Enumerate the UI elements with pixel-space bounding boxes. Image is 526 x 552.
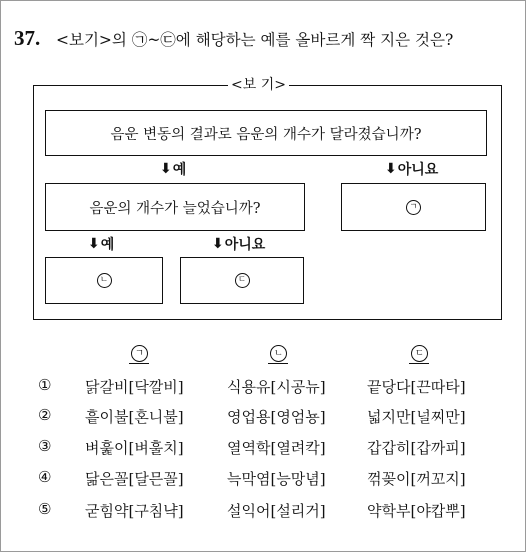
second-question-box <box>45 183 305 231</box>
answer-box-b <box>45 257 163 304</box>
option-2-a: 흩이불[혼니불] <box>85 408 184 426</box>
second-question-text: 음운의 개수가 늘었습니까? <box>89 200 261 217</box>
down-arrow-icon: ⬇ <box>88 236 100 252</box>
arrow-no-2 <box>212 234 265 254</box>
column-a-circle: ㄱ <box>131 345 148 362</box>
arrow-yes-1-label: 예 <box>172 162 187 178</box>
down-arrow-icon: ⬇ <box>160 161 172 177</box>
option-1-c: 끝당다[끈따타] <box>367 378 466 396</box>
option-3-c: 갑갑히[갑까피] <box>367 439 466 457</box>
option-4-a: 닮은꼴[달믄꼴] <box>85 470 184 488</box>
top-question-text: 음운 변동의 결과로 음운의 개수가 달라졌습니까? <box>110 126 422 143</box>
option-1-a: 닭갈비[닥깔비] <box>85 378 184 396</box>
column-c-underline <box>409 363 429 364</box>
label-b-circle: ㄴ <box>97 273 112 288</box>
option-4-number[interactable]: ④ <box>38 468 52 486</box>
question-text: <보기>의 ㉠~㉢에 해당하는 예를 올바르게 짝 지은 것은? <box>56 31 454 49</box>
label-c-circle: ㄷ <box>235 273 250 288</box>
arrow-no-1 <box>385 159 438 179</box>
column-b-circle: ㄴ <box>270 345 287 362</box>
option-1-b: 식용유[시공뉴] <box>227 378 326 396</box>
answer-box-a <box>341 183 486 231</box>
question-number: 37. <box>14 26 41 50</box>
option-1-number[interactable]: ① <box>38 376 52 394</box>
column-b-underline <box>268 363 288 364</box>
column-a-underline <box>129 363 149 364</box>
option-5-a: 굳힘약[구침냑] <box>85 502 184 520</box>
option-2-c: 넓지만[널찌만] <box>367 408 466 426</box>
column-c-circle: ㄷ <box>411 345 428 362</box>
option-4-b: 늑막염[능망념] <box>227 470 326 488</box>
column-head-b <box>270 343 287 362</box>
option-3-b: 열역학[열려칵] <box>227 439 326 457</box>
arrow-no-2-label: 아니요 <box>224 237 266 253</box>
label-a-circle: ㄱ <box>406 200 421 215</box>
column-head-c <box>411 343 428 362</box>
option-2-number[interactable]: ② <box>38 406 52 424</box>
option-5-c: 약학부[야캅뿌] <box>367 502 466 520</box>
answer-box-c <box>180 257 304 304</box>
arrow-yes-1 <box>160 159 186 179</box>
option-2-b: 영업용[영엄뇽] <box>227 408 326 426</box>
down-arrow-icon: ⬇ <box>385 161 397 177</box>
option-5-b: 설익어[설리거] <box>227 502 326 520</box>
option-3-number[interactable]: ③ <box>38 437 52 455</box>
bogi-title: <보 기> <box>228 74 289 94</box>
arrow-yes-2-label: 예 <box>100 237 115 253</box>
down-arrow-icon: ⬇ <box>212 236 224 252</box>
column-head-a <box>131 343 148 362</box>
option-3-a: 벼훑이[벼훌치] <box>85 439 184 457</box>
option-4-c: 꺾꽂이[꺼꼬지] <box>367 470 466 488</box>
top-question-box <box>45 110 487 156</box>
arrow-yes-2 <box>88 234 114 254</box>
arrow-no-1-label: 아니요 <box>397 162 439 178</box>
option-5-number[interactable]: ⑤ <box>38 500 52 518</box>
